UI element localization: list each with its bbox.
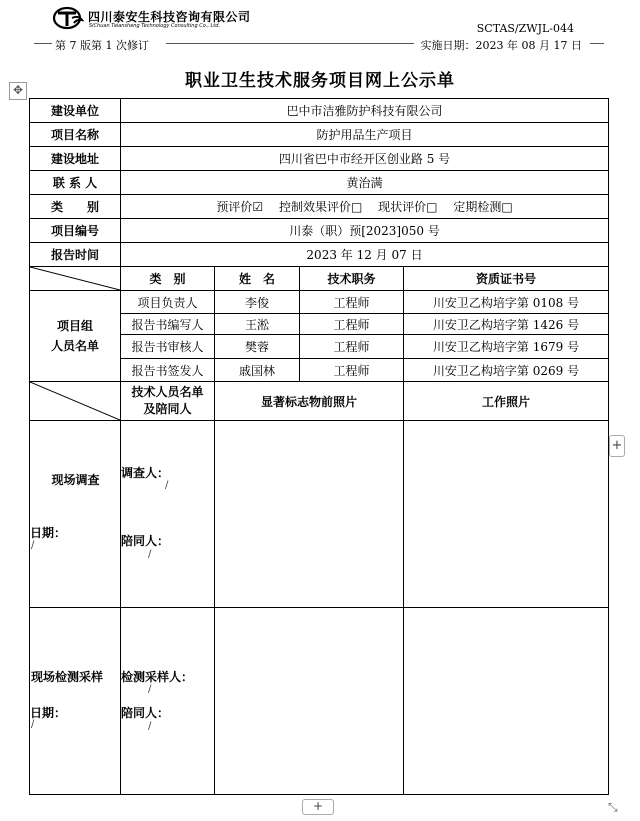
resize-handle-icon[interactable]: ⤡ <box>608 800 618 814</box>
staff-header-title: 技术职务 <box>300 267 404 291</box>
survey-row <box>30 421 609 608</box>
sampling-label-cell <box>30 608 121 795</box>
row-project-no <box>30 219 609 243</box>
staff-group-label: 项目组 人员名单 <box>30 291 121 382</box>
row-category <box>30 195 609 219</box>
option-label: 预评价 <box>216 200 253 214</box>
sampling-people-cell <box>121 608 215 795</box>
survey-label-cell <box>30 421 121 608</box>
option-label: 控制效果评价 <box>278 200 351 214</box>
staff-title[interactable]: 工程师 <box>300 291 404 314</box>
project-no-label: 项目编号 <box>30 219 121 243</box>
checked-checkbox-icon[interactable]: ☑ <box>252 200 264 214</box>
report-time-label: 报告时间 <box>30 243 121 267</box>
company-name-cn: 四川泰安生科技咨询有限公司 <box>88 10 251 24</box>
checkbox-icon[interactable]: □ <box>350 200 363 214</box>
project-name-value[interactable]: 防护用品生产项目 <box>121 123 609 147</box>
row-report-time <box>30 243 609 267</box>
row-build-unit <box>30 99 609 123</box>
diagonal-cell <box>30 267 121 291</box>
option-label: 现状评价 <box>378 200 427 214</box>
staff-name[interactable]: 王淞 <box>215 314 300 335</box>
table-move-handle-icon[interactable]: ✥ <box>9 82 27 100</box>
checkbox-icon[interactable]: □ <box>501 200 513 214</box>
company-logo-icon <box>52 6 86 30</box>
staff-cert[interactable]: 川安卫乙构培字第 0108 号 <box>404 291 609 314</box>
staff-role[interactable]: 项目负责人 <box>121 291 215 314</box>
photo-header-row <box>30 382 609 421</box>
disclosure-table <box>29 98 609 795</box>
checkbox-icon[interactable]: □ <box>426 200 438 214</box>
effective-date: 实施日期：2023 年 08 月 17 日 <box>420 39 582 52</box>
option-label: 定期检测 <box>453 200 502 214</box>
photo-header-work: 工作照片 <box>404 382 609 421</box>
sampling-row <box>30 608 609 795</box>
sampling-label: 现场检测采样 <box>31 670 104 684</box>
sampling-landmark-photo[interactable] <box>215 608 404 795</box>
contact-label: 联 系 人 <box>30 171 121 195</box>
address-label: 建设地址 <box>30 147 121 171</box>
survey-work-photo[interactable] <box>404 421 609 608</box>
sampling-companion-label: 陪同人： <box>121 706 170 720</box>
staff-title[interactable]: 工程师 <box>300 314 404 335</box>
company-logo <box>52 6 282 32</box>
staff-name[interactable]: 樊蓉 <box>215 335 300 359</box>
staff-cert[interactable]: 川安卫乙构培字第 1426 号 <box>404 314 609 335</box>
sampling-date-label: 日期： <box>30 706 67 720</box>
page-title: 职业卫生技术服务项目网上公示单 <box>185 71 455 91</box>
address-value[interactable]: 四川省巴中市经开区创业路 5 号 <box>121 147 609 171</box>
row-address <box>30 147 609 171</box>
edition-text: 第 7 版第 1 次修订 <box>55 39 149 52</box>
staff-role[interactable]: 报告书审核人 <box>121 335 215 359</box>
photo-header-people: 技术人员名单 及陪同人 <box>121 382 215 421</box>
category-label: 类 别 <box>30 195 121 219</box>
company-name-en: SiChuan Taiansheng Technology Consulting Co., Ltd. <box>89 23 221 29</box>
category-option-control-effect[interactable] <box>279 200 362 214</box>
staff-title[interactable]: 工程师 <box>300 335 404 359</box>
diagonal-line <box>30 382 120 420</box>
staff-role[interactable]: 报告书编写人 <box>121 314 215 335</box>
add-column-button[interactable]: + <box>609 435 625 457</box>
staff-cert[interactable]: 川安卫乙构培字第 0269 号 <box>404 359 609 382</box>
staff-cert[interactable]: 川安卫乙构培字第 1679 号 <box>404 335 609 359</box>
diagonal-cell <box>30 382 121 421</box>
category-options <box>121 195 609 219</box>
staff-name[interactable]: 李俊 <box>215 291 300 314</box>
staff-role[interactable]: 报告书签发人 <box>121 359 215 382</box>
staff-row <box>30 291 609 314</box>
survey-people-cell <box>121 421 215 608</box>
survey-investigator-label: 调查人： <box>121 466 170 480</box>
build-unit-value[interactable]: 巴中市洁雅防护科技有限公司 <box>121 99 609 123</box>
survey-companion-value[interactable]: / <box>148 549 152 560</box>
staff-name[interactable]: 戚国林 <box>215 359 300 382</box>
report-time-value[interactable]: 2023 年 12 月 07 日 <box>121 243 609 267</box>
photo-header-landmark: 显著标志物前照片 <box>215 382 404 421</box>
category-option-periodic-testing[interactable] <box>453 200 512 214</box>
row-project-name <box>30 123 609 147</box>
staff-header-name: 姓 名 <box>215 267 300 291</box>
survey-investigator-value[interactable]: / <box>165 480 169 491</box>
survey-companion-label: 陪同人： <box>121 534 170 548</box>
add-row-button[interactable]: + <box>302 799 334 815</box>
contact-value[interactable]: 黄治满 <box>121 171 609 195</box>
staff-header-row <box>30 267 609 291</box>
sampling-date-value[interactable]: / <box>31 719 35 730</box>
survey-date-label: 日期： <box>30 526 67 540</box>
survey-label: 现场调查 <box>51 473 100 487</box>
project-no-value[interactable]: 川泰（职）预[2023]050 号 <box>121 219 609 243</box>
survey-landmark-photo[interactable] <box>215 421 404 608</box>
sampling-sampler-value[interactable]: / <box>148 684 152 695</box>
staff-title[interactable]: 工程师 <box>300 359 404 382</box>
document-code: SCTAS/ZWJL-044 <box>476 22 574 35</box>
sampling-work-photo[interactable] <box>404 608 609 795</box>
project-name-label: 项目名称 <box>30 123 121 147</box>
staff-header-cert: 资质证书号 <box>404 267 609 291</box>
survey-date-value[interactable]: / <box>31 540 35 551</box>
row-contact <box>30 171 609 195</box>
sampling-sampler-label: 检测采样人： <box>121 670 194 684</box>
category-option-status-evaluation[interactable] <box>378 200 437 214</box>
staff-header-category: 类 别 <box>121 267 215 291</box>
sampling-companion-value[interactable]: / <box>148 721 152 732</box>
diagonal-line <box>30 267 120 290</box>
build-unit-label: 建设单位 <box>30 99 121 123</box>
category-option-pre-evaluation[interactable] <box>216 200 263 214</box>
